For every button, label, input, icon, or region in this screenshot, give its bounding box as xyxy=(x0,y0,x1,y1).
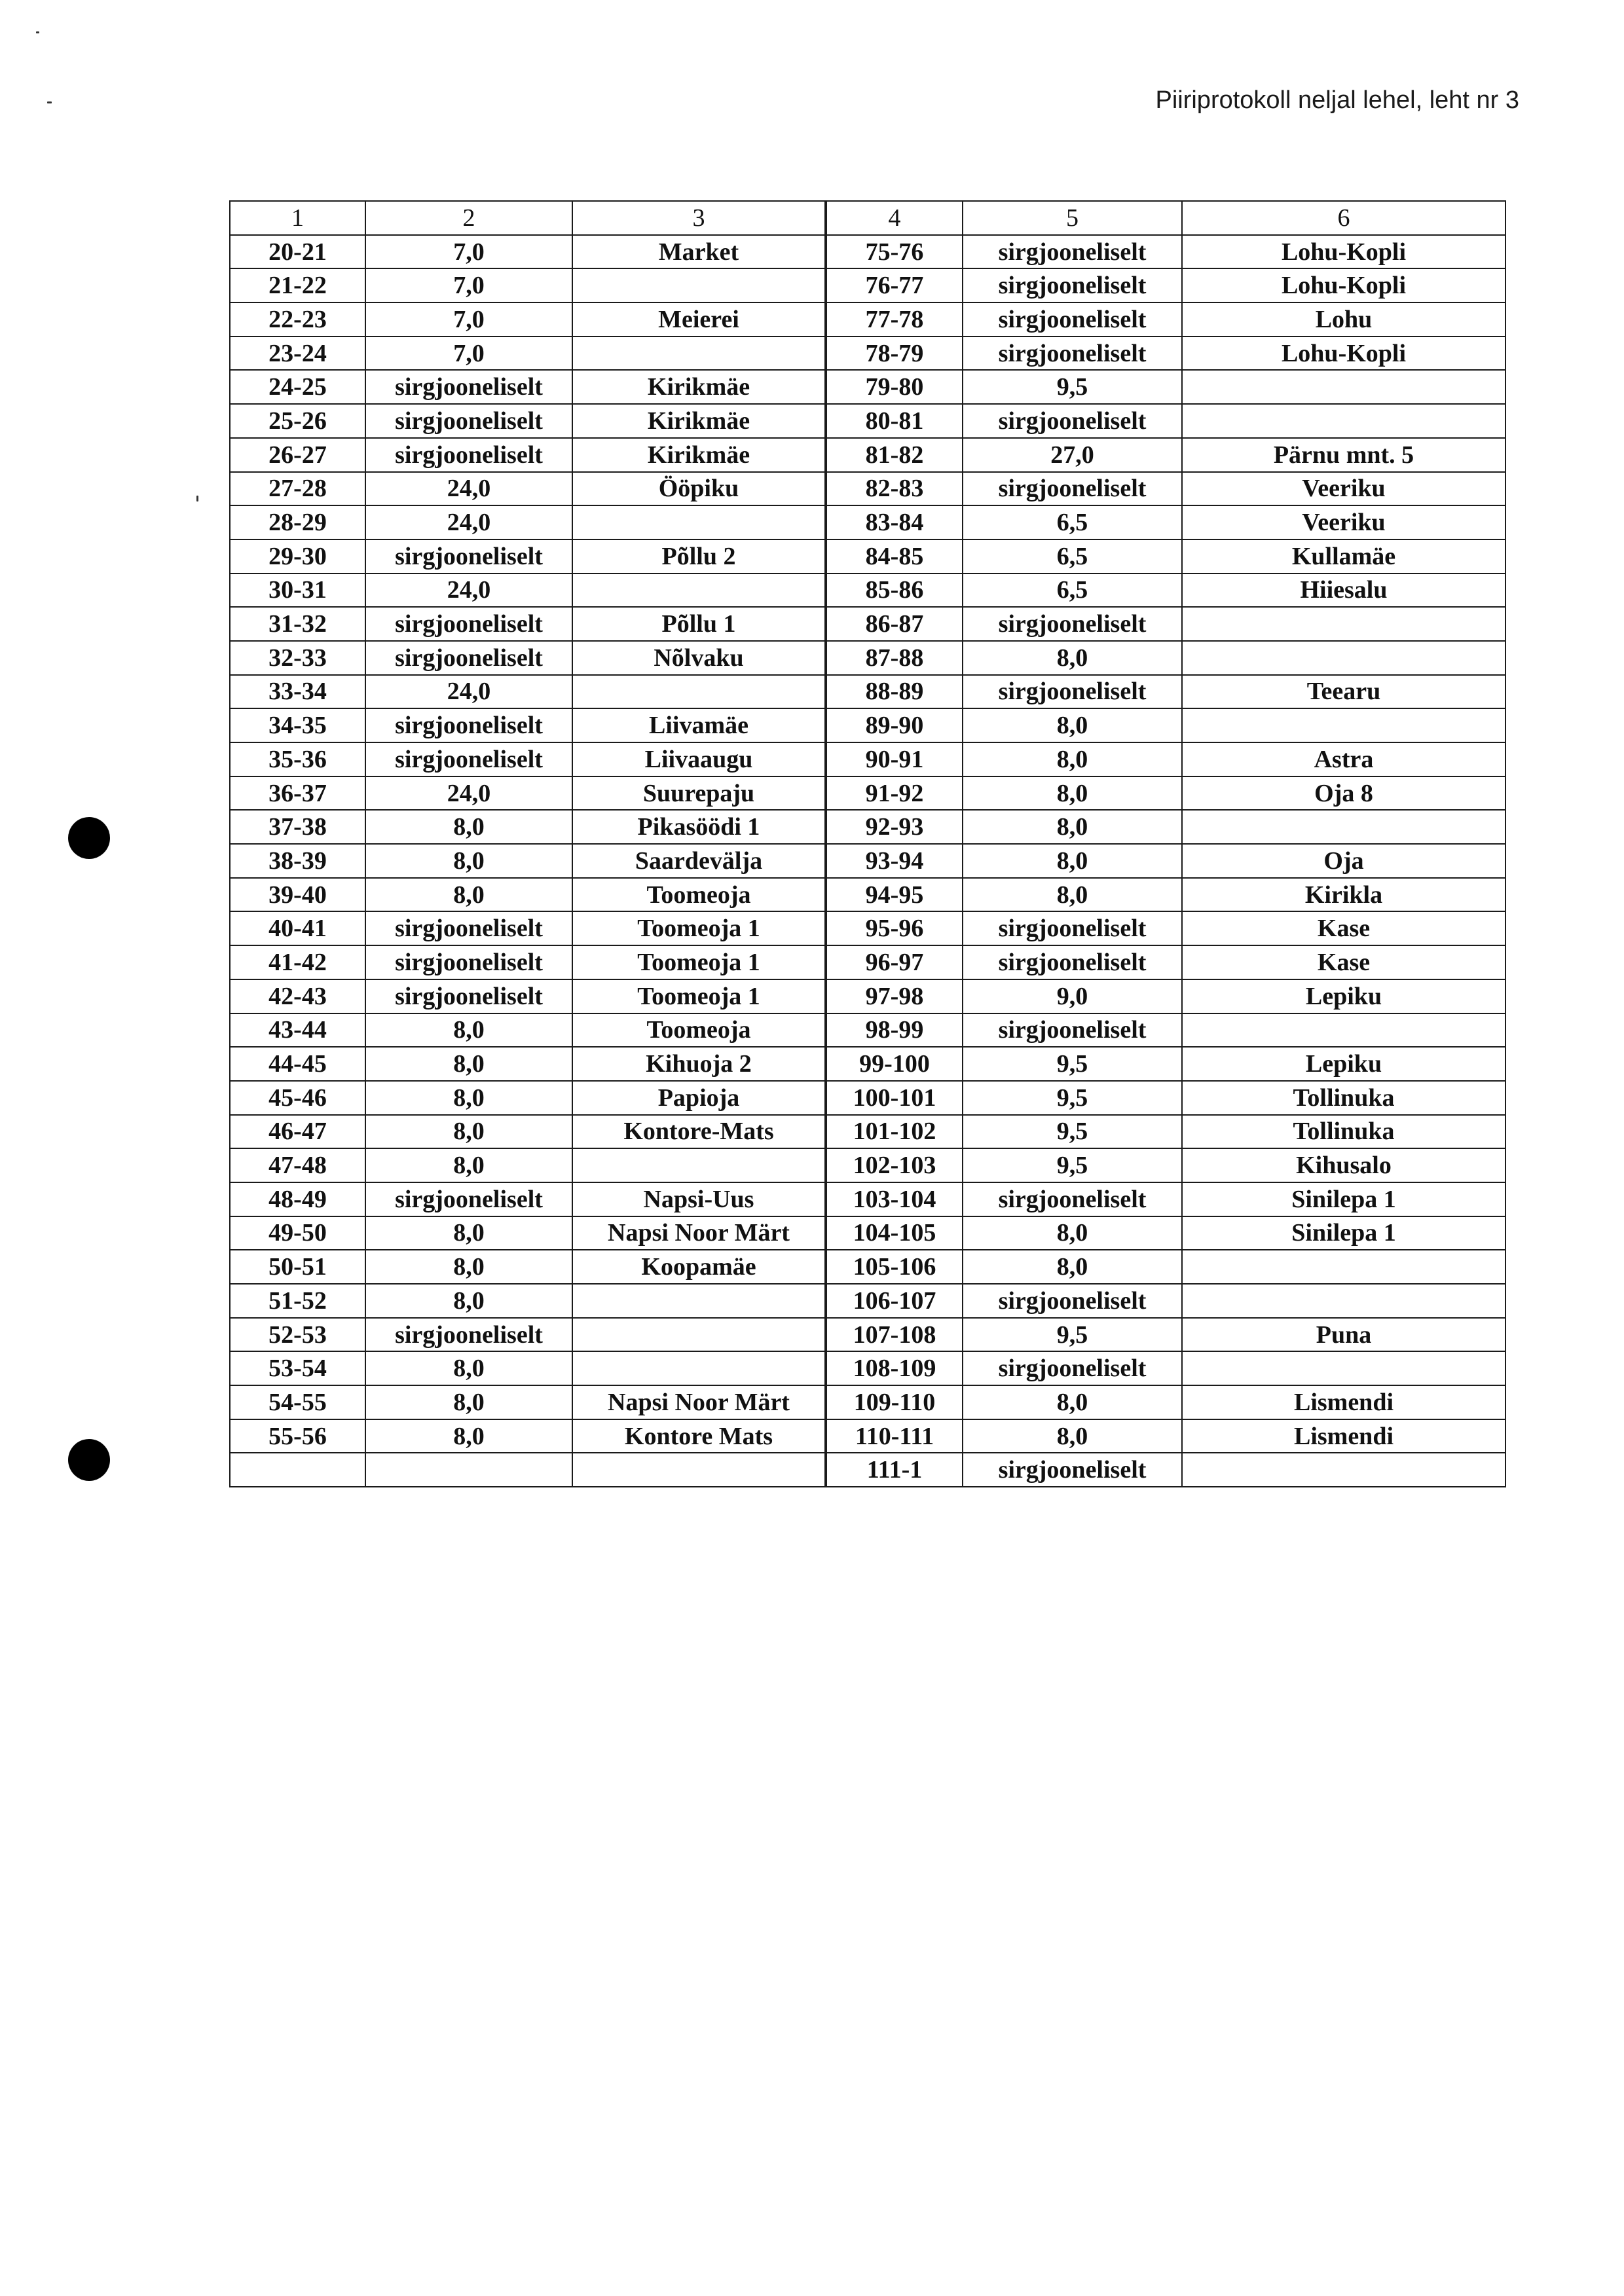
distance-cell: 9,5 xyxy=(963,1081,1182,1115)
column-number-cell: 1 xyxy=(230,201,365,235)
segment-cell: 85-86 xyxy=(826,574,963,608)
segment-cell: 45-46 xyxy=(230,1081,365,1115)
neighbor-cell: Astra xyxy=(1182,742,1505,776)
neighbor-cell xyxy=(572,574,826,608)
distance-cell: sirgjooneliselt xyxy=(365,1318,572,1352)
neighbor-cell: Kihuoja 2 xyxy=(572,1047,826,1081)
segment-cell: 32-33 xyxy=(230,641,365,675)
table-row xyxy=(230,607,1505,641)
distance-cell: 8,0 xyxy=(365,878,572,912)
neighbor-cell: Hiiesalu xyxy=(1182,574,1505,608)
distance-cell: 8,0 xyxy=(963,810,1182,844)
neighbor-cell: Teearu xyxy=(1182,675,1505,709)
table-row xyxy=(230,472,1505,506)
segment-cell: 110-111 xyxy=(826,1419,963,1453)
table-row xyxy=(230,641,1505,675)
scan-speck xyxy=(196,496,198,501)
table-body xyxy=(230,201,1505,1487)
distance-cell: sirgjooneliselt xyxy=(365,438,572,472)
neighbor-cell: Meierei xyxy=(572,302,826,337)
neighbor-cell: Papioja xyxy=(572,1081,826,1115)
neighbor-cell xyxy=(1182,1013,1505,1048)
column-number-cell: 5 xyxy=(963,201,1182,235)
neighbor-cell: Market xyxy=(572,235,826,269)
column-number-cell: 4 xyxy=(826,201,963,235)
segment-cell: 41-42 xyxy=(230,945,365,979)
segment-cell: 29-30 xyxy=(230,539,365,574)
neighbor-cell: Liivamäe xyxy=(572,708,826,742)
segment-cell: 46-47 xyxy=(230,1115,365,1149)
boundary-protocol-table xyxy=(229,200,1506,1487)
table-row xyxy=(230,810,1505,844)
table-row xyxy=(230,1081,1505,1115)
segment-cell: 104-105 xyxy=(826,1216,963,1250)
distance-cell: sirgjooneliselt xyxy=(365,911,572,945)
distance-cell: 9,5 xyxy=(963,370,1182,404)
column-number-row xyxy=(230,201,1505,235)
segment-cell: 88-89 xyxy=(826,675,963,709)
table-row xyxy=(230,911,1505,945)
segment-cell: 90-91 xyxy=(826,742,963,776)
distance-cell: 9,5 xyxy=(963,1148,1182,1182)
neighbor-cell: Pärnu mnt. 5 xyxy=(1182,438,1505,472)
neighbor-cell: Sinilepa 1 xyxy=(1182,1216,1505,1250)
segment-cell: 28-29 xyxy=(230,505,365,539)
distance-cell: sirgjooneliselt xyxy=(365,979,572,1013)
distance-cell: 8,0 xyxy=(963,1419,1182,1453)
neighbor-cell xyxy=(572,337,826,371)
neighbor-cell: Veeriku xyxy=(1182,505,1505,539)
segment-cell: 79-80 xyxy=(826,370,963,404)
neighbor-cell: Lismendi xyxy=(1182,1419,1505,1453)
neighbor-cell: Toomeoja 1 xyxy=(572,979,826,1013)
table-row xyxy=(230,235,1505,269)
segment-cell: 75-76 xyxy=(826,235,963,269)
distance-cell: sirgjooneliselt xyxy=(963,1013,1182,1048)
neighbor-cell: Oja 8 xyxy=(1182,776,1505,811)
segment-cell: 27-28 xyxy=(230,472,365,506)
table-row xyxy=(230,1351,1505,1385)
neighbor-cell: Tollinuka xyxy=(1182,1115,1505,1149)
segment-cell: 23-24 xyxy=(230,337,365,371)
neighbor-cell: Sinilepa 1 xyxy=(1182,1182,1505,1216)
neighbor-cell: Kontore-Mats xyxy=(572,1115,826,1149)
segment-cell: 44-45 xyxy=(230,1047,365,1081)
neighbor-cell: Kullamäe xyxy=(1182,539,1505,574)
distance-cell: 8,0 xyxy=(365,1047,572,1081)
segment-cell: 83-84 xyxy=(826,505,963,539)
segment-cell: 107-108 xyxy=(826,1318,963,1352)
table-row xyxy=(230,776,1505,811)
neighbor-cell xyxy=(1182,1453,1505,1487)
segment-cell: 31-32 xyxy=(230,607,365,641)
distance-cell: 6,5 xyxy=(963,505,1182,539)
table-row xyxy=(230,1419,1505,1453)
distance-cell: sirgjooneliselt xyxy=(963,675,1182,709)
segment-cell: 106-107 xyxy=(826,1284,963,1318)
table-row xyxy=(230,574,1505,608)
segment-cell: 54-55 xyxy=(230,1385,365,1419)
segment-cell: 30-31 xyxy=(230,574,365,608)
distance-cell: sirgjooneliselt xyxy=(963,1453,1182,1487)
distance-cell: 8,0 xyxy=(365,1250,572,1284)
distance-cell: sirgjooneliselt xyxy=(963,607,1182,641)
distance-cell: 24,0 xyxy=(365,505,572,539)
neighbor-cell xyxy=(572,1148,826,1182)
segment-cell: 33-34 xyxy=(230,675,365,709)
distance-cell: 8,0 xyxy=(963,1216,1182,1250)
distance-cell: 24,0 xyxy=(365,472,572,506)
neighbor-cell: Lismendi xyxy=(1182,1385,1505,1419)
distance-cell: sirgjooneliselt xyxy=(963,404,1182,438)
distance-cell: 8,0 xyxy=(963,776,1182,811)
neighbor-cell: Pikasöödi 1 xyxy=(572,810,826,844)
neighbor-cell: Tollinuka xyxy=(1182,1081,1505,1115)
segment-cell: 49-50 xyxy=(230,1216,365,1250)
column-number-cell: 6 xyxy=(1182,201,1505,235)
distance-cell: 8,0 xyxy=(963,844,1182,878)
neighbor-cell: Toomeoja xyxy=(572,878,826,912)
distance-cell: 7,0 xyxy=(365,302,572,337)
segment-cell: 103-104 xyxy=(826,1182,963,1216)
distance-cell: 9,5 xyxy=(963,1115,1182,1149)
scan-speck xyxy=(47,101,52,103)
segment-cell: 20-21 xyxy=(230,235,365,269)
neighbor-cell xyxy=(572,675,826,709)
table-row xyxy=(230,370,1505,404)
neighbor-cell xyxy=(1182,607,1505,641)
table-row xyxy=(230,505,1505,539)
distance-cell: 24,0 xyxy=(365,776,572,811)
neighbor-cell xyxy=(572,1453,826,1487)
distance-cell: 8,0 xyxy=(365,1284,572,1318)
neighbor-cell xyxy=(1182,1250,1505,1284)
neighbor-cell xyxy=(1182,708,1505,742)
table-row xyxy=(230,979,1505,1013)
table-row xyxy=(230,742,1505,776)
table-row xyxy=(230,1013,1505,1048)
neighbor-cell: Puna xyxy=(1182,1318,1505,1352)
table-row xyxy=(230,1318,1505,1352)
table-row xyxy=(230,878,1505,912)
table-row xyxy=(230,675,1505,709)
distance-cell: 8,0 xyxy=(963,641,1182,675)
distance-cell: sirgjooneliselt xyxy=(365,404,572,438)
distance-cell: 8,0 xyxy=(365,1013,572,1048)
neighbor-cell: Napsi Noor Märt xyxy=(572,1385,826,1419)
punch-hole xyxy=(68,1439,110,1481)
segment-cell: 101-102 xyxy=(826,1115,963,1149)
neighbor-cell: Ööpiku xyxy=(572,472,826,506)
neighbor-cell: Oja xyxy=(1182,844,1505,878)
distance-cell: sirgjooneliselt xyxy=(963,1351,1182,1385)
segment-cell: 34-35 xyxy=(230,708,365,742)
distance-cell: 9,0 xyxy=(963,979,1182,1013)
segment-cell: 82-83 xyxy=(826,472,963,506)
neighbor-cell: Saardevälja xyxy=(572,844,826,878)
segment-cell: 100-101 xyxy=(826,1081,963,1115)
distance-cell: sirgjooneliselt xyxy=(963,337,1182,371)
neighbor-cell: Veeriku xyxy=(1182,472,1505,506)
segment-cell: 86-87 xyxy=(826,607,963,641)
distance-cell: sirgjooneliselt xyxy=(365,370,572,404)
neighbor-cell: Lepiku xyxy=(1182,1047,1505,1081)
segment-cell: 98-99 xyxy=(826,1013,963,1048)
neighbor-cell: Toomeoja 1 xyxy=(572,945,826,979)
distance-cell: sirgjooneliselt xyxy=(963,1182,1182,1216)
distance-cell: sirgjooneliselt xyxy=(963,472,1182,506)
distance-cell: 8,0 xyxy=(365,1081,572,1115)
table-row xyxy=(230,1385,1505,1419)
neighbor-cell xyxy=(1182,370,1505,404)
neighbor-cell: Kirikmäe xyxy=(572,404,826,438)
segment-cell: 87-88 xyxy=(826,641,963,675)
distance-cell: 8,0 xyxy=(963,708,1182,742)
distance-cell: sirgjooneliselt xyxy=(365,641,572,675)
neighbor-cell xyxy=(1182,641,1505,675)
segment-cell: 35-36 xyxy=(230,742,365,776)
table-row xyxy=(230,268,1505,302)
segment-cell: 76-77 xyxy=(826,268,963,302)
segment-cell: 40-41 xyxy=(230,911,365,945)
distance-cell: sirgjooneliselt xyxy=(365,708,572,742)
neighbor-cell: Napsi Noor Märt xyxy=(572,1216,826,1250)
segment-cell: 89-90 xyxy=(826,708,963,742)
table-row xyxy=(230,539,1505,574)
neighbor-cell xyxy=(572,1318,826,1352)
neighbor-cell: Toomeoja xyxy=(572,1013,826,1048)
distance-cell: sirgjooneliselt xyxy=(365,607,572,641)
neighbor-cell xyxy=(1182,1351,1505,1385)
distance-cell: 27,0 xyxy=(963,438,1182,472)
neighbor-cell: Kirikmäe xyxy=(572,370,826,404)
segment-cell: 102-103 xyxy=(826,1148,963,1182)
segment-cell: 94-95 xyxy=(826,878,963,912)
segment-cell: 26-27 xyxy=(230,438,365,472)
segment-cell: 92-93 xyxy=(826,810,963,844)
neighbor-cell xyxy=(572,505,826,539)
segment-cell: 53-54 xyxy=(230,1351,365,1385)
distance-cell: 8,0 xyxy=(365,810,572,844)
segment-cell: 108-109 xyxy=(826,1351,963,1385)
segment-cell xyxy=(230,1453,365,1487)
table-row xyxy=(230,438,1505,472)
table-row xyxy=(230,1047,1505,1081)
segment-cell: 99-100 xyxy=(826,1047,963,1081)
neighbor-cell: Koopamäe xyxy=(572,1250,826,1284)
segment-cell: 22-23 xyxy=(230,302,365,337)
neighbor-cell: Kirikla xyxy=(1182,878,1505,912)
distance-cell: 8,0 xyxy=(365,1385,572,1419)
distance-cell: 9,5 xyxy=(963,1047,1182,1081)
segment-cell: 37-38 xyxy=(230,810,365,844)
neighbor-cell: Kontore Mats xyxy=(572,1419,826,1453)
table-row xyxy=(230,1453,1505,1487)
distance-cell: sirgjooneliselt xyxy=(963,268,1182,302)
neighbor-cell xyxy=(1182,1284,1505,1318)
distance-cell: 8,0 xyxy=(365,1148,572,1182)
neighbor-cell: Lohu-Kopli xyxy=(1182,337,1505,371)
neighbor-cell: Toomeoja 1 xyxy=(572,911,826,945)
neighbor-cell: Napsi-Uus xyxy=(572,1182,826,1216)
table-row xyxy=(230,302,1505,337)
neighbor-cell: Lepiku xyxy=(1182,979,1505,1013)
distance-cell: sirgjooneliselt xyxy=(365,539,572,574)
neighbor-cell: Lohu xyxy=(1182,302,1505,337)
table-row xyxy=(230,1148,1505,1182)
segment-cell: 39-40 xyxy=(230,878,365,912)
neighbor-cell xyxy=(572,1284,826,1318)
segment-cell: 97-98 xyxy=(826,979,963,1013)
neighbor-cell: Kase xyxy=(1182,911,1505,945)
segment-cell: 51-52 xyxy=(230,1284,365,1318)
segment-cell: 48-49 xyxy=(230,1182,365,1216)
distance-cell: sirgjooneliselt xyxy=(963,945,1182,979)
distance-cell: 8,0 xyxy=(365,1216,572,1250)
neighbor-cell xyxy=(1182,404,1505,438)
distance-cell: 8,0 xyxy=(365,844,572,878)
distance-cell: 7,0 xyxy=(365,337,572,371)
segment-cell: 38-39 xyxy=(230,844,365,878)
neighbor-cell xyxy=(572,268,826,302)
segment-cell: 55-56 xyxy=(230,1419,365,1453)
column-number-cell: 3 xyxy=(572,201,826,235)
neighbor-cell: Põllu 2 xyxy=(572,539,826,574)
table-row xyxy=(230,708,1505,742)
segment-cell: 111-1 xyxy=(826,1453,963,1487)
neighbor-cell: Liivaaugu xyxy=(572,742,826,776)
segment-cell: 78-79 xyxy=(826,337,963,371)
neighbor-cell: Nõlvaku xyxy=(572,641,826,675)
punch-hole xyxy=(68,817,110,859)
segment-cell: 47-48 xyxy=(230,1148,365,1182)
segment-cell: 93-94 xyxy=(826,844,963,878)
distance-cell: 8,0 xyxy=(365,1419,572,1453)
column-number-cell: 2 xyxy=(365,201,572,235)
neighbor-cell xyxy=(1182,810,1505,844)
table-row xyxy=(230,1115,1505,1149)
segment-cell: 24-25 xyxy=(230,370,365,404)
segment-cell: 36-37 xyxy=(230,776,365,811)
segment-cell: 50-51 xyxy=(230,1250,365,1284)
neighbor-cell: Lohu-Kopli xyxy=(1182,235,1505,269)
neighbor-cell: Kirikmäe xyxy=(572,438,826,472)
segment-cell: 95-96 xyxy=(826,911,963,945)
distance-cell: sirgjooneliselt xyxy=(963,302,1182,337)
page-header-title: Piiriprotokoll neljal lehel, leht nr 3 xyxy=(1155,86,1519,114)
distance-cell: 6,5 xyxy=(963,539,1182,574)
distance-cell: sirgjooneliselt xyxy=(963,1284,1182,1318)
distance-cell: sirgjooneliselt xyxy=(365,742,572,776)
segment-cell: 81-82 xyxy=(826,438,963,472)
segment-cell: 52-53 xyxy=(230,1318,365,1352)
neighbor-cell: Kase xyxy=(1182,945,1505,979)
distance-cell: 8,0 xyxy=(963,1250,1182,1284)
neighbor-cell: Suurepaju xyxy=(572,776,826,811)
segment-cell: 109-110 xyxy=(826,1385,963,1419)
distance-cell: sirgjooneliselt xyxy=(963,911,1182,945)
segment-cell: 80-81 xyxy=(826,404,963,438)
segment-cell: 105-106 xyxy=(826,1250,963,1284)
distance-cell: 8,0 xyxy=(365,1115,572,1149)
neighbor-cell: Kihusalo xyxy=(1182,1148,1505,1182)
distance-cell: sirgjooneliselt xyxy=(963,235,1182,269)
segment-cell: 25-26 xyxy=(230,404,365,438)
distance-cell: 24,0 xyxy=(365,675,572,709)
segment-cell: 91-92 xyxy=(826,776,963,811)
distance-cell: 8,0 xyxy=(365,1351,572,1385)
distance-cell: sirgjooneliselt xyxy=(365,1182,572,1216)
segment-cell: 84-85 xyxy=(826,539,963,574)
distance-cell: 8,0 xyxy=(963,742,1182,776)
neighbor-cell xyxy=(572,1351,826,1385)
distance-cell: 9,5 xyxy=(963,1318,1182,1352)
segment-cell: 77-78 xyxy=(826,302,963,337)
table-row xyxy=(230,1284,1505,1318)
segment-cell: 43-44 xyxy=(230,1013,365,1048)
table-row xyxy=(230,1216,1505,1250)
segment-cell: 42-43 xyxy=(230,979,365,1013)
scan-speck xyxy=(36,31,39,33)
distance-cell: 8,0 xyxy=(963,878,1182,912)
table-row xyxy=(230,1250,1505,1284)
table-row xyxy=(230,404,1505,438)
neighbor-cell: Lohu-Kopli xyxy=(1182,268,1505,302)
segment-cell: 96-97 xyxy=(826,945,963,979)
distance-cell: 7,0 xyxy=(365,268,572,302)
table-row xyxy=(230,844,1505,878)
distance-cell: 24,0 xyxy=(365,574,572,608)
distance-cell: 6,5 xyxy=(963,574,1182,608)
neighbor-cell: Põllu 1 xyxy=(572,607,826,641)
distance-cell xyxy=(365,1453,572,1487)
table-row xyxy=(230,945,1505,979)
table-row xyxy=(230,337,1505,371)
distance-cell: 7,0 xyxy=(365,235,572,269)
table-row xyxy=(230,1182,1505,1216)
distance-cell: sirgjooneliselt xyxy=(365,945,572,979)
distance-cell: 8,0 xyxy=(963,1385,1182,1419)
segment-cell: 21-22 xyxy=(230,268,365,302)
